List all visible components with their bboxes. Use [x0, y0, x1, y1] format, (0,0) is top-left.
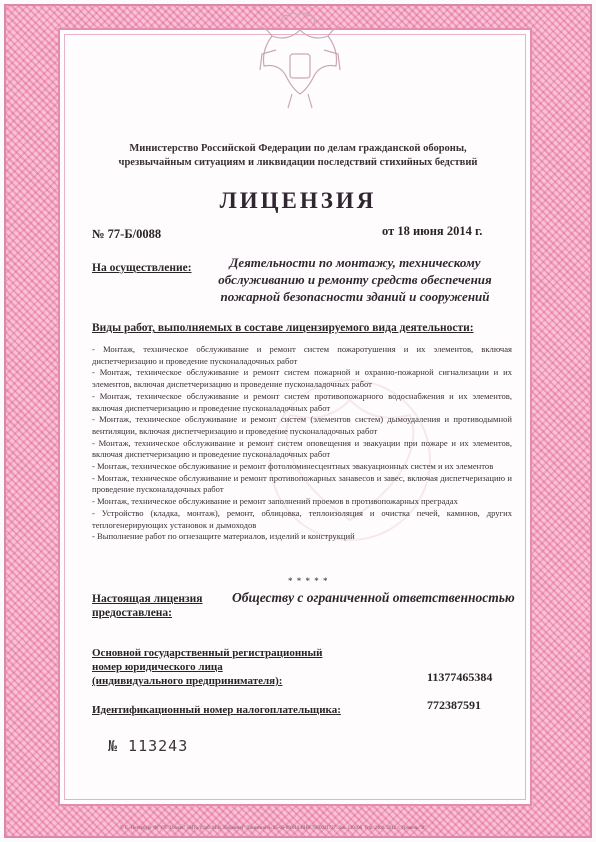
activity-line-1: Деятельности по монтажу, техническому — [229, 255, 481, 270]
implementation-label: На осуществление: — [92, 262, 192, 274]
grantee-name: Обществу с ограниченной ответственностью — [232, 590, 515, 605]
work-item: - Монтаж, техническое обслуживание и ремонт систем противопожарного водоснабжения и их элементов, включая диспетчеризацию и проведение пусконаладочных работ — [92, 390, 512, 413]
ogrn-label-line-3: (индивидуального предпринимателя): — [92, 675, 283, 687]
ministry-line-2: чрезвычайным ситуациям и ликвидации последствий стихийных бедствий — [118, 157, 478, 168]
inn-value: 772387591 — [427, 698, 481, 712]
license-date: от 18 июня 2014 г. — [382, 224, 483, 238]
form-serial-number: № 113243 — [108, 737, 189, 755]
work-item: - Монтаж, техническое обслуживание и ремонт систем пожаротушения и их элементов, включая диспетчеризацию и проведение пусконаладочных работ — [92, 344, 512, 366]
ministry-line-1: Министерство Российской Федерации по делам гражданской обороны, — [129, 143, 467, 154]
granted-label-line-1: Настоящая лицензия — [92, 593, 203, 605]
licensed-activity — [196, 254, 514, 305]
work-item: - Монтаж, техническое обслуживание и ремонт систем пожарной и охранно-пожарной сигнализации и их элементов, включая диспетчеризацию и проведение пусконаладочных работ — [92, 367, 512, 390]
document-title: ЛИЦЕНЗИЯ — [219, 188, 377, 213]
work-item: - Монтаж, техническое обслуживание и ремонт противопожарных занавесов и завес, включая диспетчеризацию и проведение пусконаладочных работ — [92, 472, 512, 495]
license-number: № 77-Б/0088 — [92, 227, 162, 241]
printer-footer: © С.-Петербург ФГУП "Гознак" «МТ» (Спб. М.И. Поймена)" Лицензия № 05-05-09/010 ИНН 7810021727. Зак. 139108. Тир. 2406. 2012 г. Уровень "В" — [120, 826, 427, 831]
work-item: - Выполнение работ по огнезащите материалов, изделий и конструкций — [92, 531, 355, 542]
work-item: - Устройство (кладка, монтаж), ремонт, облицовка, теплоизоляция и очистка печей, каминов, других теплогенерирующих установок и дымоходов — [92, 507, 512, 530]
work-types-heading: Виды работ, выполняемых в составе лицензируемого вида деятельности: — [92, 322, 474, 334]
granted-label — [92, 592, 203, 620]
ogrn-label-line-2: номер юридического лица — [92, 661, 223, 673]
activity-line-2: обслуживанию и ремонту средств обеспечения — [218, 272, 492, 287]
ogrn-value: 11377465384 — [427, 670, 493, 684]
ogrn-label-line-1: Основной государственный регистрационный — [92, 647, 323, 659]
granted-label-line-2: предоставлена: — [92, 607, 173, 619]
ministry-heading — [100, 142, 496, 170]
coat-of-arms-emblem — [252, 10, 348, 116]
work-item: - Монтаж, техническое обслуживание и ремонт фотолюминесцентных эвакуационных систем и их элементов — [92, 461, 494, 472]
work-types-list — [92, 344, 512, 543]
inn-label: Идентификационный номер налогоплательщика: — [92, 704, 341, 716]
activity-line-3: пожарной безопасности зданий и сооружений — [220, 289, 490, 304]
ogrn-label — [92, 646, 322, 688]
work-item: - Монтаж, техническое обслуживание и ремонт систем (элементов систем) дымоудаления и противодымной вентиляции, включая диспетчеризацию и проведение пусконаладочных работ — [92, 414, 512, 436]
work-item: - Монтаж, техническое обслуживание и ремонт заполнений проемов в противопожарных преградах — [92, 496, 458, 507]
separator-stars: * * * * * — [288, 576, 329, 586]
work-item: - Монтаж, техническое обслуживание и ремонт систем оповещения и эвакуации при пожаре и их элементов, включая диспетчеризацию и проведение пусконаладочных работ — [92, 437, 512, 460]
